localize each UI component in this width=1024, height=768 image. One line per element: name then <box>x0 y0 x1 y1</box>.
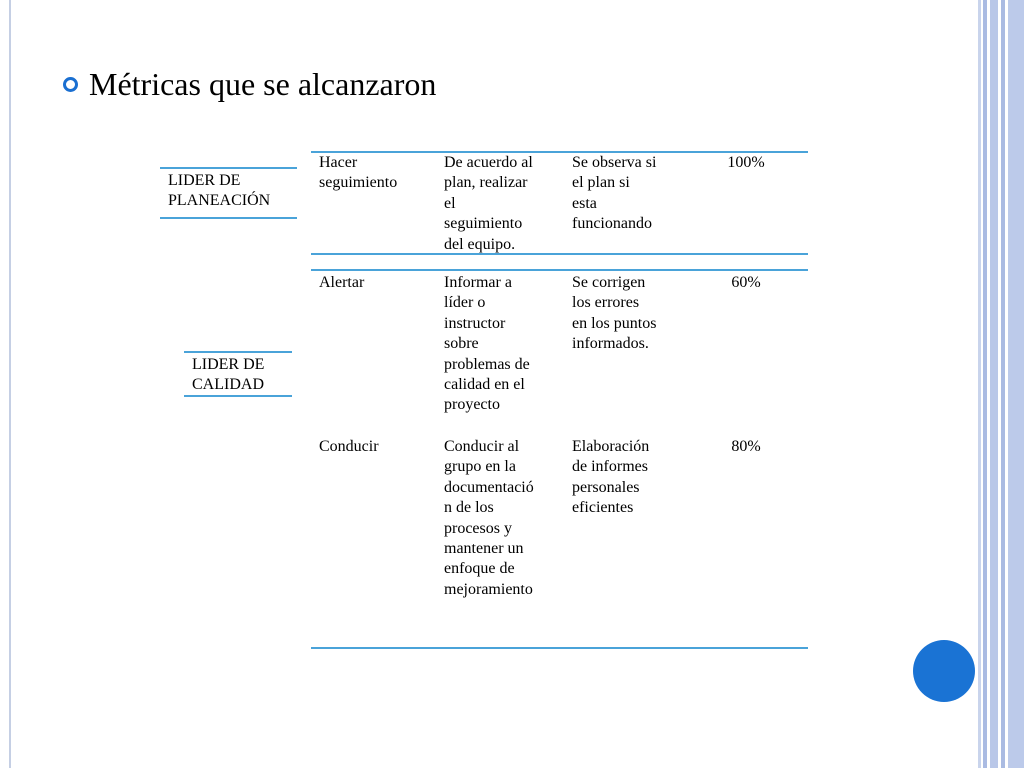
table-cell-percent: 100% <box>727 154 765 171</box>
role-label-calidad: LIDER DE CALIDAD <box>192 356 265 393</box>
table-cell-percent: 80% <box>731 438 761 455</box>
slide-title: Métricas que se alcanzaron <box>89 66 437 102</box>
role-label-planeacion: LIDER DE PLANEACIÓN <box>168 172 271 209</box>
table-cell-description: De acuerdo al plan, realizar el seguimiento del equipo. <box>444 154 533 253</box>
bullet-icon <box>63 77 78 92</box>
table-line-top-2 <box>311 269 808 271</box>
table-cell-action: Hacer seguimiento <box>319 154 398 192</box>
table-cell-description: Conducir al grupo en la documentació n de los procesos y mantener un enfoque de mejoramiento <box>444 438 534 598</box>
table-cell-result: Se corrigen los errores en los puntos informados. <box>572 274 657 353</box>
table-cell-action: Alertar <box>319 274 365 291</box>
decorative-circle <box>913 640 975 702</box>
role-box-calidad <box>184 351 292 397</box>
table-line-bottom-2 <box>311 647 808 649</box>
role-box-planeacion <box>160 167 297 219</box>
right-decorative-stripes <box>978 0 1024 768</box>
table-cell-action: Conducir <box>319 438 379 455</box>
table-cell-description: Informar a líder o instructor sobre problemas de calidad en el proyecto <box>444 274 530 414</box>
table-line-bottom-1 <box>311 253 808 255</box>
table-cell-result: Se observa si el plan si esta funcionando <box>572 154 657 233</box>
table-cell-result: Elaboración de informes personales eficientes <box>572 438 650 517</box>
table-cell-percent: 60% <box>731 274 761 291</box>
left-border-line <box>9 0 11 768</box>
